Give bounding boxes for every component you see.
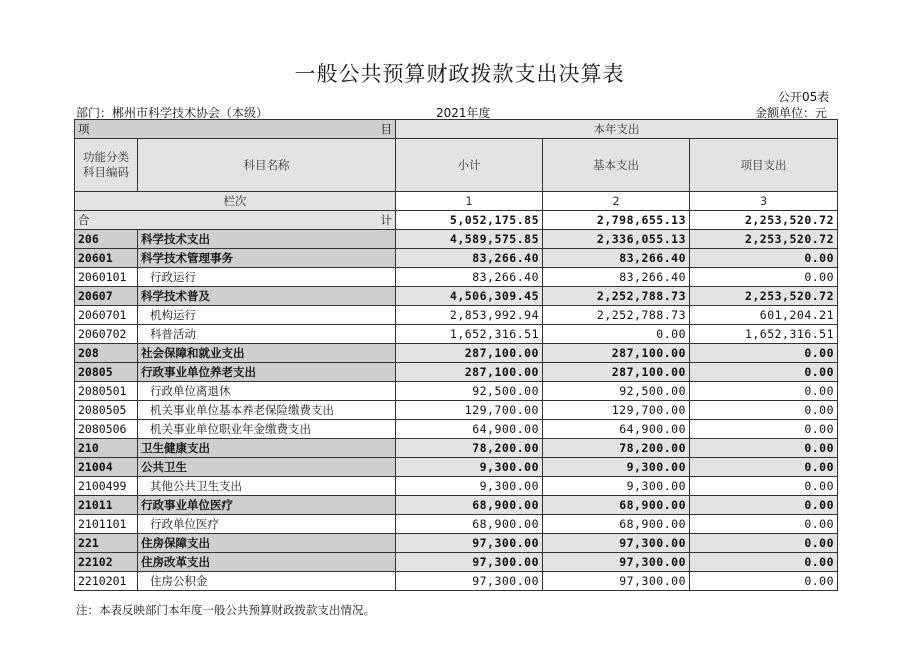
- row-subject-name: 科学技术管理事务: [138, 249, 396, 268]
- header-bar-label: 栏次: [75, 192, 396, 211]
- table-row: [75, 306, 838, 325]
- row-subject-name: 社会保障和就业支出: [138, 344, 396, 363]
- row-project: 0.00: [690, 515, 838, 534]
- budget-table: [74, 119, 838, 591]
- row-code: 20601: [75, 249, 138, 268]
- row-subject-name: 机构运行: [138, 306, 396, 325]
- row-subject-name: 行政事业单位医疗: [138, 496, 396, 515]
- table-row: [75, 477, 838, 496]
- row-basic: 97,300.00: [543, 572, 690, 591]
- row-subject-name: 行政单位离退休: [138, 382, 396, 401]
- header-func-code: 功能分类 科目编码: [75, 139, 138, 192]
- header-subject-name: 科目名称: [138, 139, 396, 192]
- row-basic: 83,266.40: [543, 249, 690, 268]
- row-code: 2080506: [75, 420, 138, 439]
- row-project: 0.00: [690, 249, 838, 268]
- row-code: 22102: [75, 553, 138, 572]
- row-subtotal: 9,300.00: [396, 458, 543, 477]
- row-subject-name: 行政事业单位养老支出: [138, 363, 396, 382]
- table-row: [75, 230, 838, 249]
- row-project: 0.00: [690, 439, 838, 458]
- row-project: 0.00: [690, 553, 838, 572]
- header-col3: 3: [690, 192, 838, 211]
- row-subtotal: 83,266.40: [396, 268, 543, 287]
- row-basic: 92,500.00: [543, 382, 690, 401]
- table-row: [75, 401, 838, 420]
- document-title: 一般公共预算财政拨款支出决算表: [294, 62, 625, 86]
- row-project: 2,253,520.72: [690, 230, 838, 249]
- row-project: 0.00: [690, 268, 838, 287]
- row-basic: 97,300.00: [543, 534, 690, 553]
- total-basic: 2,798,655.13: [543, 211, 690, 230]
- row-basic: 287,100.00: [543, 344, 690, 363]
- row-subtotal: 68,900.00: [396, 515, 543, 534]
- row-subtotal: 64,900.00: [396, 420, 543, 439]
- row-project: 0.00: [690, 458, 838, 477]
- header-row-columns: [75, 139, 838, 192]
- department-label: 部门：郴州市科学技术协会（本级）: [76, 106, 269, 120]
- table-row: [75, 439, 838, 458]
- table-row: [75, 534, 838, 553]
- table-row: [75, 344, 838, 363]
- row-code: 2060101: [75, 268, 138, 287]
- header-subtotal: 小计: [396, 139, 543, 192]
- row-subtotal: 97,300.00: [396, 534, 543, 553]
- row-project: 0.00: [690, 534, 838, 553]
- amount-unit: 金额单位：元: [755, 106, 828, 120]
- table-row: [75, 287, 838, 306]
- row-basic: 9,300.00: [543, 458, 690, 477]
- row-code: 21004: [75, 458, 138, 477]
- fiscal-year: 2021年度: [436, 106, 491, 120]
- row-code: 2080505: [75, 401, 138, 420]
- row-code: 208: [75, 344, 138, 363]
- row-code: 206: [75, 230, 138, 249]
- row-code: 21011: [75, 496, 138, 515]
- row-code: 20805: [75, 363, 138, 382]
- table-row: [75, 325, 838, 344]
- header-item-cell: [75, 120, 396, 139]
- row-subtotal: 287,100.00: [396, 363, 543, 382]
- total-row: [75, 211, 838, 230]
- row-project: 1,652,316.51: [690, 325, 838, 344]
- row-subtotal: 4,589,575.85: [396, 230, 543, 249]
- row-subject-name: 公共卫生: [138, 458, 396, 477]
- row-subtotal: 287,100.00: [396, 344, 543, 363]
- row-project: 0.00: [690, 363, 838, 382]
- row-subtotal: 4,506,309.45: [396, 287, 543, 306]
- row-subject-name: 科学技术支出: [138, 230, 396, 249]
- row-code: 2101101: [75, 515, 138, 534]
- budget-body: [75, 230, 838, 591]
- header-item-right: 目: [380, 122, 392, 136]
- header-col1: 1: [396, 192, 543, 211]
- row-basic: 83,266.40: [543, 268, 690, 287]
- row-subtotal: 129,700.00: [396, 401, 543, 420]
- total-label-left: 合: [78, 213, 90, 227]
- row-basic: 78,200.00: [543, 439, 690, 458]
- header-row-bar-numbers: [75, 192, 838, 211]
- row-project: 0.00: [690, 477, 838, 496]
- row-subject-name: 其他公共卫生支出: [138, 477, 396, 496]
- table-row: [75, 515, 838, 534]
- row-code: 2080501: [75, 382, 138, 401]
- row-basic: 2,336,055.13: [543, 230, 690, 249]
- row-code: 210: [75, 439, 138, 458]
- row-basic: 68,900.00: [543, 496, 690, 515]
- table-row: [75, 420, 838, 439]
- row-subject-name: 卫生健康支出: [138, 439, 396, 458]
- header-basic: 基本支出: [543, 139, 690, 192]
- total-project: 2,253,520.72: [690, 211, 838, 230]
- table-row: [75, 249, 838, 268]
- row-basic: 129,700.00: [543, 401, 690, 420]
- row-subtotal: 92,500.00: [396, 382, 543, 401]
- row-project: 0.00: [690, 344, 838, 363]
- row-subject-name: 住房保障支出: [138, 534, 396, 553]
- row-project: 0.00: [690, 382, 838, 401]
- row-basic: 287,100.00: [543, 363, 690, 382]
- row-subtotal: 1,652,316.51: [396, 325, 543, 344]
- row-subtotal: 78,200.00: [396, 439, 543, 458]
- table-row: [75, 382, 838, 401]
- row-subject-name: 住房改革支出: [138, 553, 396, 572]
- row-subtotal: 97,300.00: [396, 553, 543, 572]
- table-row: [75, 458, 838, 477]
- row-project: 0.00: [690, 401, 838, 420]
- form-code: 公开05表: [778, 90, 830, 104]
- row-code: 2210201: [75, 572, 138, 591]
- row-code: 2060701: [75, 306, 138, 325]
- row-subtotal: 68,900.00: [396, 496, 543, 515]
- total-label-right: 计: [380, 213, 392, 227]
- header-row-item: [75, 120, 838, 139]
- row-code: 20607: [75, 287, 138, 306]
- row-code: 2100499: [75, 477, 138, 496]
- row-project: 0.00: [690, 572, 838, 591]
- table-row: [75, 572, 838, 591]
- row-basic: 64,900.00: [543, 420, 690, 439]
- row-subject-name: 机关事业单位基本养老保险缴费支出: [138, 401, 396, 420]
- row-code: 2060702: [75, 325, 138, 344]
- row-code: 221: [75, 534, 138, 553]
- header-project: 项目支出: [690, 139, 838, 192]
- row-subject-name: 行政运行: [138, 268, 396, 287]
- row-basic: 97,300.00: [543, 553, 690, 572]
- row-subtotal: 83,266.40: [396, 249, 543, 268]
- row-project: 0.00: [690, 496, 838, 515]
- table-note: 注：本表反映部门本年度一般公共预算财政拨款支出情况。: [76, 603, 375, 617]
- total-label-cell: [75, 211, 396, 230]
- row-basic: 2,252,788.73: [543, 306, 690, 325]
- row-subject-name: 科普活动: [138, 325, 396, 344]
- header-current-year: 本年支出: [396, 120, 838, 139]
- row-subject-name: 科学技术普及: [138, 287, 396, 306]
- row-subject-name: 住房公积金: [138, 572, 396, 591]
- row-project: 601,204.21: [690, 306, 838, 325]
- header-col2: 2: [543, 192, 690, 211]
- row-subtotal: 97,300.00: [396, 572, 543, 591]
- table-row: [75, 553, 838, 572]
- row-basic: 0.00: [543, 325, 690, 344]
- row-subject-name: 机关事业单位职业年金缴费支出: [138, 420, 396, 439]
- header-item-left: 项: [78, 122, 90, 136]
- row-project: 2,253,520.72: [690, 287, 838, 306]
- row-subject-name: 行政单位医疗: [138, 515, 396, 534]
- row-basic: 68,900.00: [543, 515, 690, 534]
- row-subtotal: 9,300.00: [396, 477, 543, 496]
- table-row: [75, 268, 838, 287]
- row-subtotal: 2,853,992.94: [396, 306, 543, 325]
- table-row: [75, 363, 838, 382]
- row-basic: 2,252,788.73: [543, 287, 690, 306]
- total-subtotal: 5,052,175.85: [396, 211, 543, 230]
- table-row: [75, 496, 838, 515]
- row-basic: 9,300.00: [543, 477, 690, 496]
- row-project: 0.00: [690, 420, 838, 439]
